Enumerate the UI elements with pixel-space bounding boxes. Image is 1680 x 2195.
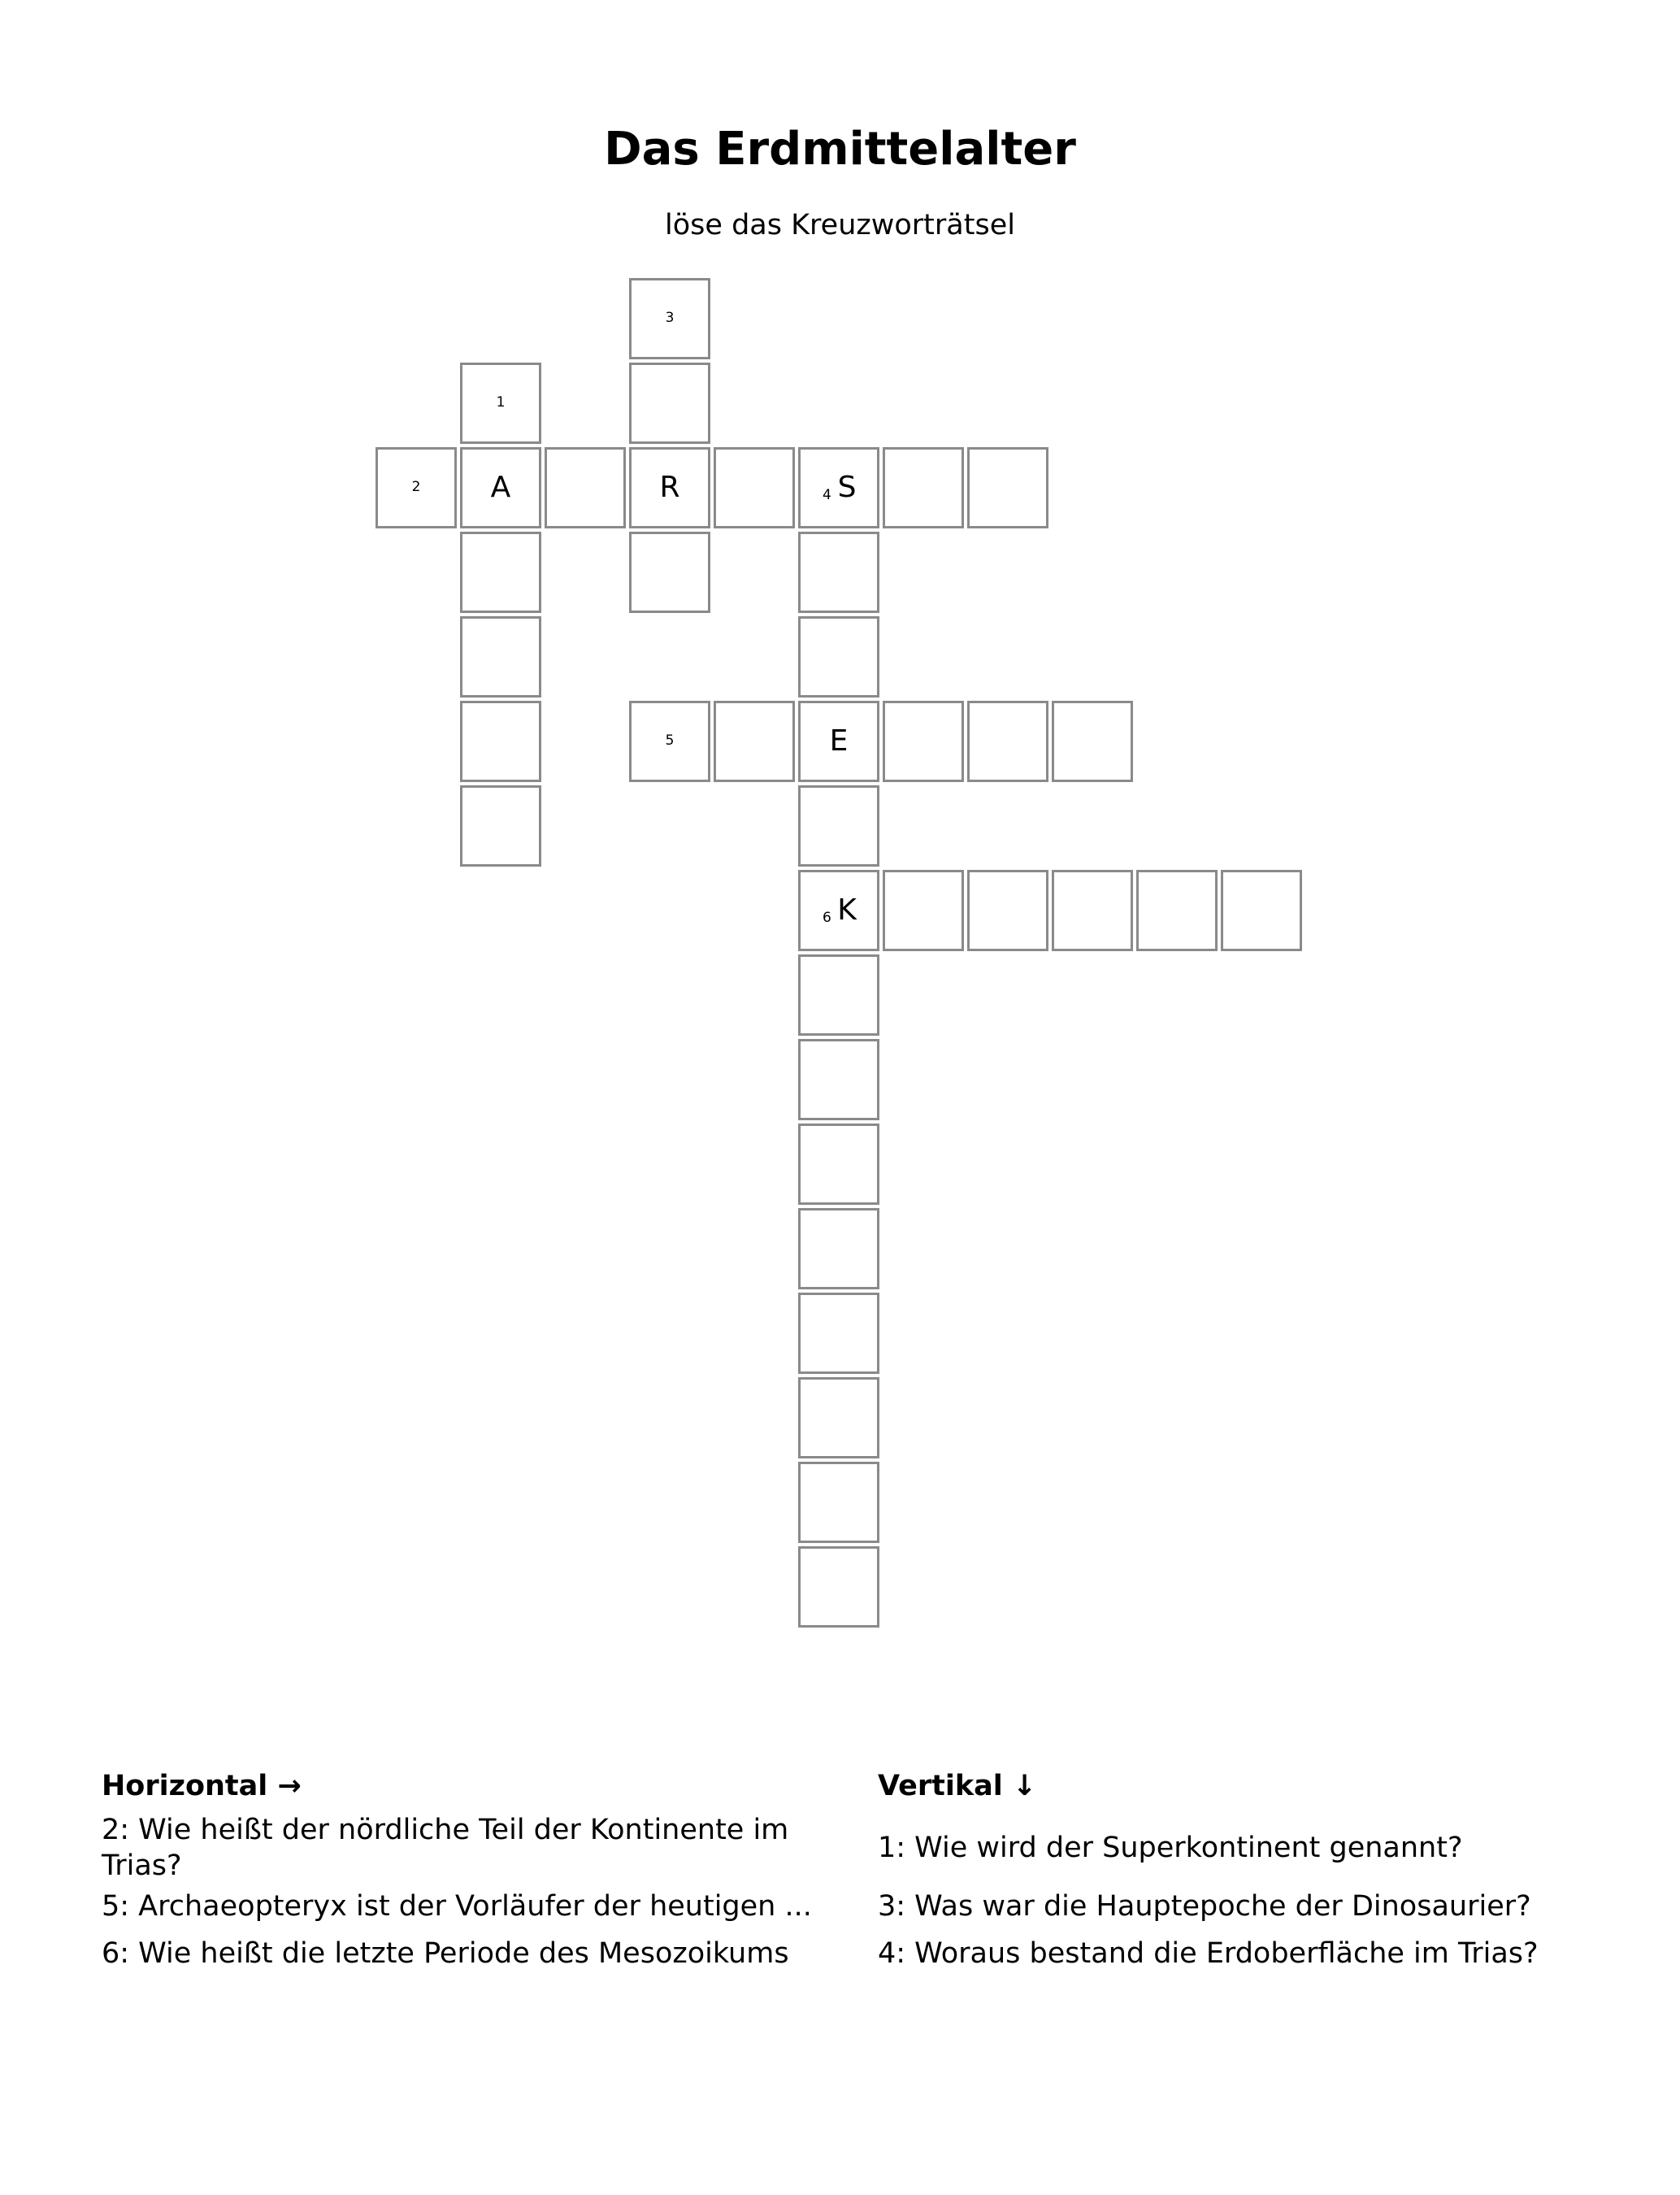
clue-number: 6 (823, 910, 831, 926)
crossword-cell[interactable] (629, 447, 710, 528)
page-title: Das Erdmittelalter (604, 123, 1076, 176)
crossword-cell[interactable] (967, 701, 1048, 782)
clue-number: 5 (665, 732, 675, 749)
clue-vertical-3: 3: Was war die Hauptepoche der Dinosaurier? (878, 1890, 1531, 1923)
cell-letter: K (837, 893, 857, 927)
crossword-cell[interactable] (460, 532, 541, 613)
crossword-cell[interactable] (1052, 701, 1133, 782)
clue-number: 4 (823, 487, 831, 503)
crossword-cell[interactable] (629, 532, 710, 613)
crossword-cell[interactable] (629, 278, 710, 359)
crossword-cell[interactable] (798, 1124, 879, 1205)
crossword-cell[interactable] (883, 447, 964, 528)
clue-number: 1 (496, 394, 506, 411)
clue-horizontal-2: 2: Wie heißt der nördliche Teil der Kontinente im Trias? (102, 1814, 789, 1882)
crossword-cell[interactable] (629, 701, 710, 782)
crossword-cell[interactable] (460, 447, 541, 528)
vertical-heading: Vertikal ↓ (878, 1770, 1037, 1802)
crossword-cell[interactable] (883, 870, 964, 951)
crossword-cell[interactable] (376, 447, 457, 528)
crossword-cell[interactable] (460, 701, 541, 782)
clue-horizontal-6: 6: Wie heißt die letzte Periode des Mesozoikums (102, 1937, 789, 1970)
cell-letter: E (829, 724, 849, 758)
cell-letter: R (659, 471, 680, 504)
horizontal-clues (102, 1768, 833, 1970)
clue-horizontal-5: 5: Archaeopteryx ist der Vorläufer der heutigen ... (102, 1890, 812, 1923)
crossword-cell[interactable] (798, 1039, 879, 1120)
vertical-clues (878, 1768, 1609, 1970)
cell-letter: S (837, 471, 857, 504)
crossword-cell[interactable] (545, 447, 626, 528)
crossword-cell[interactable] (798, 701, 879, 782)
crossword-cell[interactable] (460, 363, 541, 444)
page-subtitle: löse das Kreuzworträtsel (665, 209, 1015, 241)
crossword-cell[interactable] (798, 1546, 879, 1628)
crossword-cell[interactable] (1136, 870, 1218, 951)
crossword-cell[interactable] (798, 1293, 879, 1374)
crossword-cell[interactable] (798, 532, 879, 613)
crossword-cell[interactable] (1052, 870, 1133, 951)
crossword-cell[interactable] (714, 447, 795, 528)
clue-vertical-4: 4: Woraus bestand die Erdoberfläche im Trias? (878, 1937, 1539, 1970)
crossword-cell[interactable] (798, 1462, 879, 1543)
crossword-cell[interactable] (798, 954, 879, 1036)
crossword-cell[interactable] (798, 447, 879, 528)
crossword-cell[interactable] (798, 1377, 879, 1458)
crossword-cell[interactable] (798, 616, 879, 698)
crossword-cell[interactable] (967, 447, 1048, 528)
crossword-cell[interactable] (798, 1208, 879, 1289)
clue-number: 3 (665, 310, 675, 326)
crossword-cell[interactable] (798, 870, 879, 951)
crossword-cell[interactable] (883, 701, 964, 782)
crossword-cell[interactable] (460, 785, 541, 867)
crossword-cell[interactable] (629, 363, 710, 444)
clue-number: 2 (411, 479, 421, 495)
crossword-cell[interactable] (714, 701, 795, 782)
horizontal-heading: Horizontal → (102, 1770, 302, 1802)
crossword-cell[interactable] (1221, 870, 1302, 951)
crossword-cell[interactable] (460, 616, 541, 698)
crossword-cell[interactable] (967, 870, 1048, 951)
crossword-cell[interactable] (798, 785, 879, 867)
clue-vertical-1: 1: Wie wird der Superkontinent genannt? (878, 1832, 1463, 1864)
cell-letter: A (490, 471, 511, 504)
